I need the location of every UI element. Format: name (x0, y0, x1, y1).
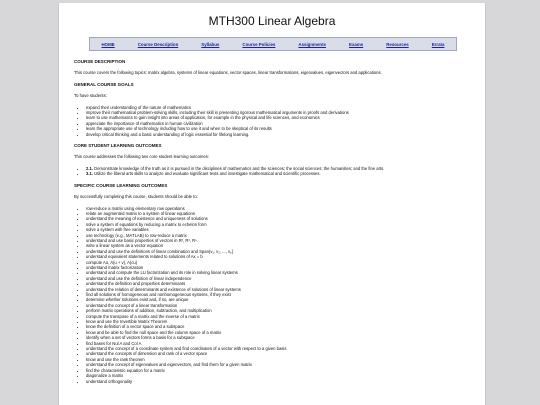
list-item: • understand equivalent statements related to solutions of Ax = b (86, 254, 474, 259)
list-item: • know and be able to find the null space and the column space of a matrix (86, 330, 474, 335)
specific-heading: SPECIFIC COURSE LEARNING OUTCOMES (74, 182, 168, 188)
list-item: • understand the concepts of dimension and rank of a vector space (86, 351, 474, 356)
list-item: • expand their understanding of the nature of mathematics (86, 105, 474, 110)
main-content (74, 59, 474, 390)
list-item: • use technology (e.g., MATLAB) to row-reduce a matrix (86, 233, 474, 238)
list-item: • learn to use mathematics to gain insight into areas of application, for example in the physical and life sciences, and economics (86, 115, 474, 120)
list-item: • understand the relation of determinants and existence of solutions of linear systems (86, 287, 474, 292)
outcome-text: Utilize the liberal arts skills to analyze and evaluate significant texts and investigate mathematical and scientific processes. (94, 171, 321, 177)
list-item: • improve their mathematical problem-solving skills, including their skill in presenting rigorous mathematical arguments in proofs and derivations (86, 110, 474, 115)
list-item: • compute the transpose of a matrix and the inverse of a matrix (86, 314, 474, 319)
nav-errata[interactable]: Errata (431, 41, 445, 47)
nav-course-description[interactable]: Course Description (137, 41, 179, 47)
goals-intro: To have students: (74, 93, 107, 99)
specific-list (74, 206, 474, 384)
nav-course-policies[interactable]: Course Policies (242, 41, 276, 47)
list-item: • find the characteristic equation for a matrix (86, 368, 474, 373)
list-item: • understand orthogonality (86, 379, 474, 384)
list-item: • understand matrix factorization (86, 265, 474, 270)
nav-home[interactable]: HOME (101, 41, 115, 47)
list-item: • understand and use the definitions of linear combination and Span{v₁, v₂, ..., vₚ} (86, 249, 474, 254)
list-item: • perform matrix operations of addition, subtraction, and multiplication (86, 308, 474, 313)
list-item: • solve a system of equations by reducing a matrix to echelon form (86, 222, 474, 227)
list-item: • know and use the rank theorem (86, 357, 474, 362)
list-item: • understand the concept of a linear transformation (86, 303, 474, 308)
goals-list (74, 105, 474, 137)
nav-assignments[interactable]: Assignments (298, 41, 326, 47)
list-item: • find bases for Nul A and Col A (86, 341, 474, 346)
nav-exams[interactable]: Exams (349, 41, 364, 47)
nav-bar (89, 37, 457, 51)
outcome-text: Demonstrate knowledge of the truth as it is pursued in the disciplines of mathematics and the sciences; the social sciences; the humanities; and the fine arts. (94, 165, 385, 171)
list-item: • relate an augmented matrix to a system of linear equations (86, 211, 474, 216)
nav-syllabus[interactable]: Syllabus (201, 41, 220, 47)
core-intro: This course addresses the following two core student learning outcomes: (74, 154, 210, 160)
list-item: • understand and compute the LU factorization and its role in solving linear systems (86, 270, 474, 275)
list-item: • understand the concept of eigenvalues and eigenvectors, and find them for a given matrix (86, 362, 474, 367)
page-title: MTH300 Linear Algebra (208, 14, 336, 28)
list-item: • know the definition of a vector space and a subspace (86, 324, 474, 329)
list-item: • understand the concept of a coordinate system and find coordinates of a vector with respect to a given basis (86, 346, 474, 351)
list-item: • understand the meaning of existence and uniqueness of solutions (86, 216, 474, 221)
list-item: • understand and use basic properties of vectors in R², R³, Rⁿ. (86, 238, 474, 243)
list-item: • compute Au, A(u + v), A(cu) (86, 260, 474, 265)
nav-resources[interactable]: Resources (386, 41, 409, 47)
list-item (86, 171, 474, 176)
list-item: • find all solutions of homogeneous and nonhomogeneous systems, if they exist (86, 292, 474, 297)
list-item: • learn the appropriate use of technology including how to use it and when to be skeptical of its results (86, 126, 474, 131)
list-item: • appreciate the importance of mathematics in human civilization (86, 121, 474, 126)
core-heading: CORE STUDENT LEARNING OUTCOMES (74, 143, 162, 149)
list-item: • know and use the Invertible Matrix Theorem (86, 319, 474, 324)
outcome-number: 2.1. (86, 165, 93, 171)
list-item: • determine whether solutions exist and, if so, are unique (86, 297, 474, 302)
list-item: • solve a system with free variables (86, 227, 474, 232)
core-list (74, 166, 474, 177)
specific-intro: By successfully completing this course, students should be able to: (74, 194, 198, 200)
outcome-number: 3.1. (86, 171, 93, 177)
description-text: This course covers the following topics: matrix algebra, systems of linear equations, vector spaces, linear transformations, eigenvalues, eigenvectors and applications. (74, 70, 382, 76)
description-heading: COURSE DESCRIPTION (74, 59, 126, 64)
goals-heading: GENERAL COURSE GOALS (74, 81, 134, 87)
list-item: • understand the definition and properties determinants (86, 281, 474, 286)
list-item: • understand and use the definition of linear independence (86, 276, 474, 281)
list-item: • write a linear system as a vector equation (86, 243, 474, 248)
list-item: • develop critical thinking and a basic understanding of logic essential for lifelong learning. (86, 132, 474, 137)
list-item: • diagonalize a matrix (86, 373, 474, 378)
list-item: • row-reduce a matrix using elementary row operations (86, 206, 474, 211)
page-container (58, 3, 486, 405)
list-item: • identify when a set of vectors forms a basis for a subspace (86, 335, 474, 340)
